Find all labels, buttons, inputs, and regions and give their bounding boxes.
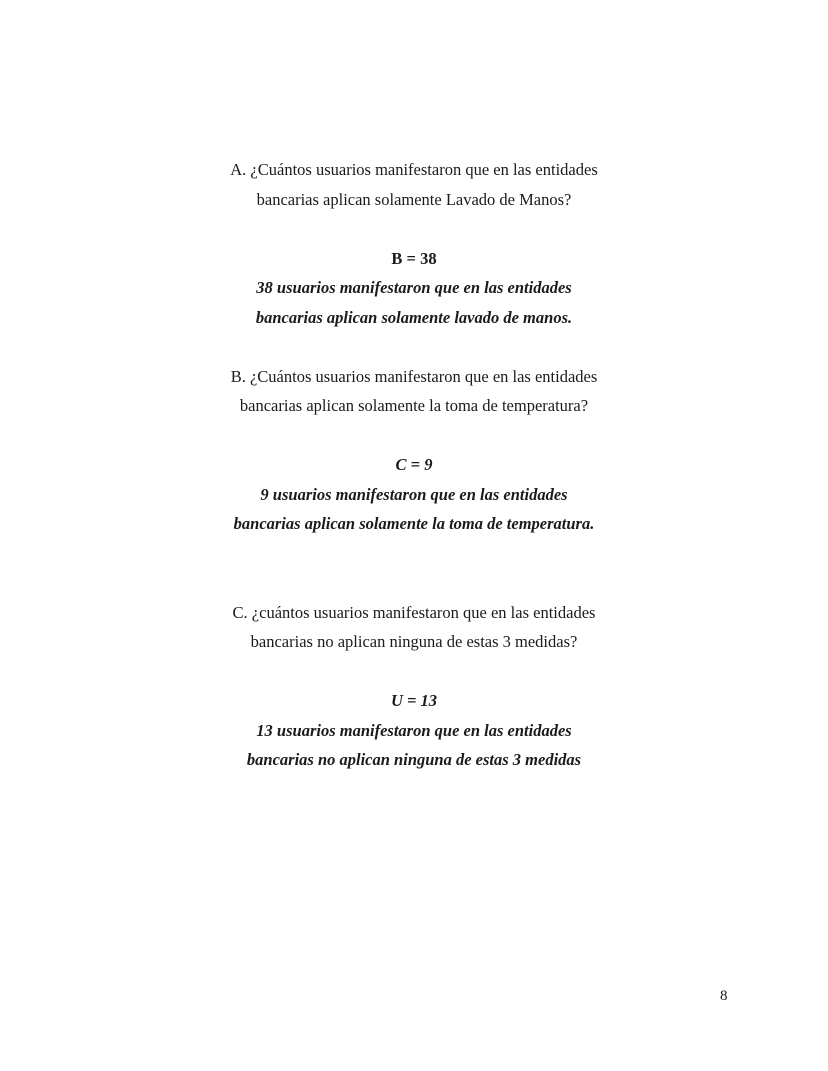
question-a-line-2: bancarias aplican solamente Lavado de Manos? <box>256 189 572 209</box>
answer-c-label: U = 13 <box>390 691 438 710</box>
answer-a-line-1: 38 usuarios manifestaron que en las entidades <box>256 278 572 297</box>
spacer <box>0 214 828 244</box>
answer-a-line-2: bancarias aplican solamente lavado de manos. <box>255 307 573 327</box>
question-b-line-1: B. ¿Cuántos usuarios manifestaron que en las entidades <box>230 366 598 386</box>
spacer <box>0 421 828 451</box>
answer-c-line-1: 13 usuarios manifestaron que en las entidades <box>256 720 572 740</box>
answer-c-line-2: bancarias no aplican ninguna de estas 3 medidas <box>246 750 582 769</box>
answer-b-line-1: 9 usuarios manifestaron que en las entidades <box>260 484 568 504</box>
spacer <box>0 657 828 687</box>
spacer <box>0 539 828 598</box>
question-a-line-1: A. ¿Cuántos usuarios manifestaron que en las entidades <box>230 160 598 179</box>
question-c-line-2: bancarias no aplican ninguna de estas 3 medidas? <box>250 632 578 651</box>
page-number: 8 <box>720 988 728 1004</box>
answer-b-line-2: bancarias aplican solamente la toma de temperatura. <box>233 514 595 533</box>
question-b-line-2: bancarias aplican solamente la toma de temperatura? <box>239 396 589 415</box>
answer-b-label: C = 9 <box>395 455 433 474</box>
question-c-line-1: C. ¿cuántos usuarios manifestaron que en las entidades <box>232 602 596 622</box>
spacer <box>0 332 828 362</box>
answer-a-label: B = 38 <box>391 248 437 268</box>
